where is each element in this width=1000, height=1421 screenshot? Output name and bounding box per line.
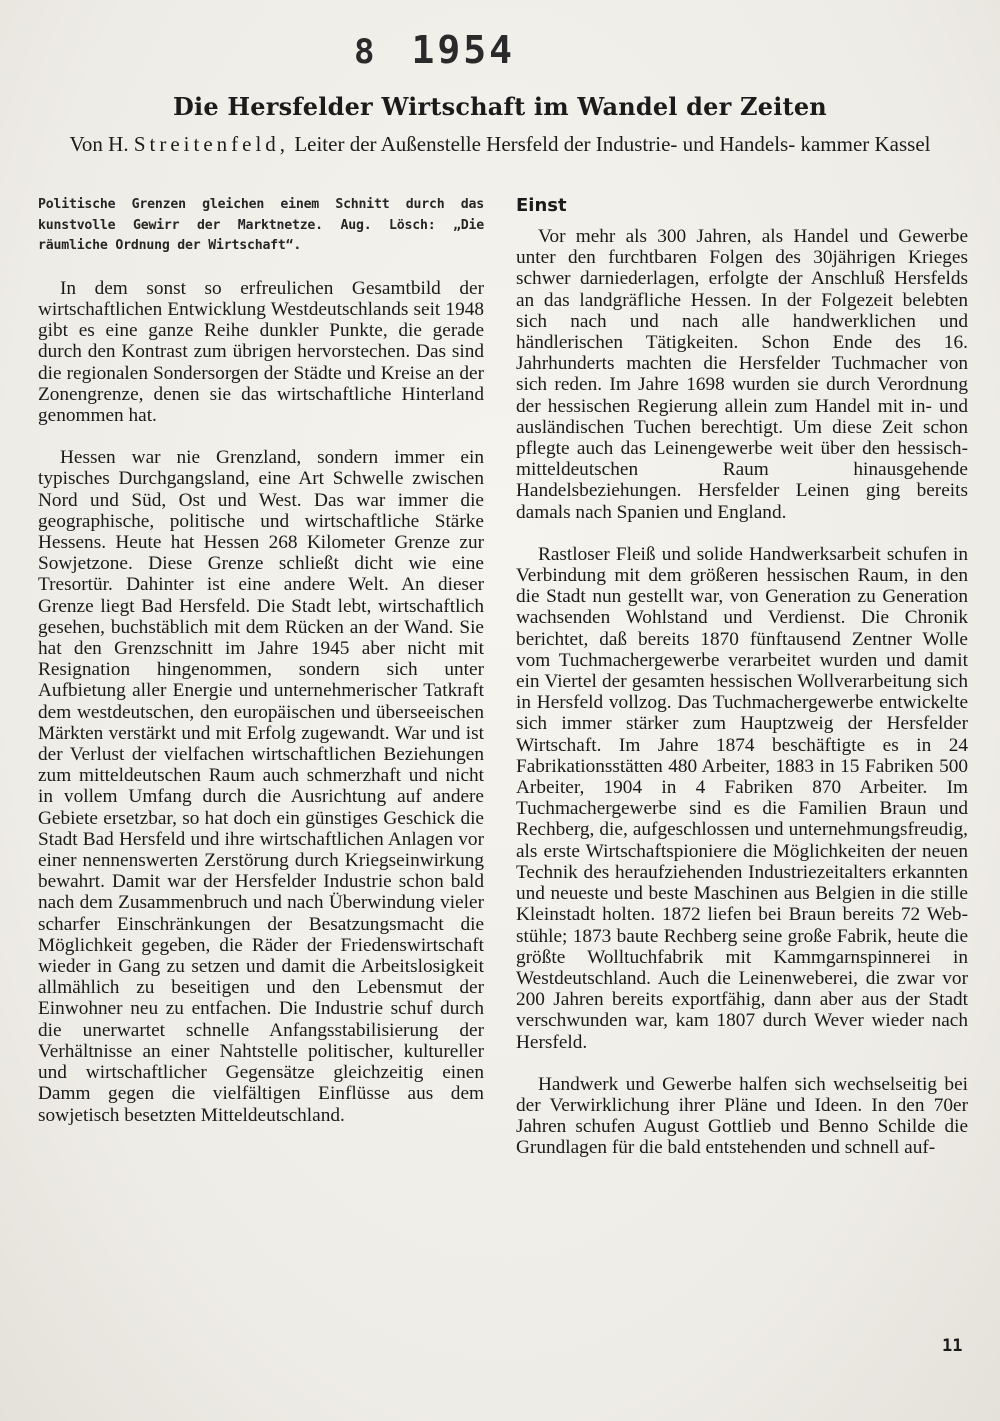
byline-prefix: Von H. — [69, 132, 129, 156]
page-number: 11 — [942, 1336, 963, 1356]
article-title: Die Hersfelder Wirtschaft im Wandel der Zeiten — [173, 92, 827, 121]
stamp-number: 8 — [354, 32, 378, 72]
left-paragraph-1: In dem sonst so erfreulichen Gesamtbild der wirtschaftlichen Entwicklung Westdeutschlands seit 1948 gibt es eine ganze Reihe dunkler Punkte, die gerade durch den Kontrast zum übrigen hervorstechen. Das sind die regionalen Sondersorgen der Städte und Kreise an der Zonengrenze, denen sie das wirtschaftliche Hinterland genommen hat. — [38, 277, 484, 426]
byline-affiliation: Leiter der Außenstelle Hersfeld der Industrie- und Handels- kammer Kassel — [294, 132, 931, 156]
byline-author: Streitenfeld, — [133, 132, 290, 156]
right-paragraph-3: Handwerk und Gewerbe halfen sich wechselseitig bei der Verwirklichung ihrer Pläne und Ideen. In den 70er Jahren schufen August Gottlieb und Benno Schilde die Grundlagen für die bald entstehenden und schnell auf- — [516, 1073, 968, 1159]
section-heading-einst: Einst — [516, 195, 567, 216]
right-column — [516, 195, 968, 1180]
right-paragraph-1: Vor mehr als 300 Jahren, als Handel und Gewerbe unter den furchtbaren Folgen des 30jährigen Krieges schwer darniederlagen, erfolgte der Anschluß Hersfelds an das landgräfliche Hessen. In der Folgezeit belebten sich nach und nach alle handwerklichen und händlerischen Tätigkeiten. Schon Ende des 16. Jahrhunderts machten die Hersfelder Tuchmacher von sich reden. Im Jahre 1698 wurden sie durch Verordnung der hessischen Regierung allein zum Handel mit in- und ausländischen Tuchen berechtigt. Um diese Zeit schon pflegte auch das Leinengewerbe weit über den hessisch-mitteldeutschen Raum hinausgehende Handelsbeziehungen. Hersfelder Leinen ging bereits damals nach Spanien und England. — [516, 226, 968, 523]
right-paragraph-2: Rastloser Fleiß und solide Handwerksarbeit schufen in Verbindung mit dem größeren hessischen Raum, in den die Stadt nun gestellt war, von Generation zu Generation wachsenden Wohlstand und Verdienst. Die Chronik berichtet, daß bereits 1870 fünftausend Zentner Wolle vom Tuchmachergewerbe verarbeitet wurden und damit ein Viertel der gesamten hessischen Wollverarbeitung sich in Hersfeld vollzog. Das Tuchmachergewerbe entwickelte sich immer stärker zum Hauptzweig der Hersfelder Wirtschaft. Im Jahre 1874 beschäftigte es in 24 Fabrikationsstätten 480 Arbeiter, 1883 in 15 Fabriken 500 Arbeiter, 1904 in 4 Fabriken 870 Arbeiter. Im Tuchmachergewerbe sind es die Familien Braun und Rechberg, die, aufgeschlossen und unternehmungsfreudig, als erste Wirtschaftspioniere die Möglichkeiten der neuen Technik des heraufziehenden Industriezeitalters erkannten und neueste und beste Maschinen aus Belgien in die stille Kleinstadt holten. 1872 liefen bei Braun bereits 72 Webstühle; 1873 baute Rechberg seine große Fabrik, heute die größte Wolltuchfabrik mit Kammgarnspinnerei in Westdeutschland. Auch die Leinenweberei, die zwar vor 200 Jahren bereits exportfähig, dann aber aus der Stadt verschwunden war, kam 1807 durch Wever wieder nach Hersfeld. — [516, 543, 968, 1053]
byline — [40, 132, 960, 156]
left-paragraph-2: Hessen war nie Grenzland, sondern immer ein typisches Durchgangsland, eine Art Schwelle zwischen Nord und Süd, Ost und West. Das war immer die geographische, politische und wirtschaftliche Stärke Hessens. Heute hat Hessen 268 Kilometer Grenze zur Sowjetzone. Diese Grenze schließt dicht wie eine Tresortür. Dahinter ist eine andere Welt. An dieser Grenze liegt Bad Hersfeld. Die Stadt lebt, wirtschaftlich gesehen, buchstäblich mit dem Rücken an der Wand. Sie hat den Grenzschnitt im Jahre 1945 aber nicht mit Resignation hingenommen, sondern sich unter Aufbietung aller Energie und unternehmerischer Tatkraft dem westdeutschen, den europäischen und überseeischen Märkten verstärkt und mit Erfolg zugewandt. War und ist der Verlust der vielfachen wirtschaftlichen Beziehungen zum mitteldeutschen Raum auch schmerzhaft und nicht in vollem Umfang durch die Ausrichtung auf andere Gebiete ersetzbar, so hat doch ein günstiges Geschick die Stadt Bad Hersfeld und ihre wirtschaftlichen Anlagen vor einer nennenswerten Zerstörung durch Kriegseinwirkung bewahrt. Damit war der Hersfelder Industrie schon bald nach dem Zusammenbruch und nach Überwindung vieler scharfer Einschränkungen der Besatzungsmacht die Möglichkeit gegeben, die Räder der Friedenswirtschaft wieder in Gang zu setzen und damit die Arbeitslosigkeit allmählich zu beseitigen und den Lebensmut der Einwohner neu zu entfachen. Die Industrie schuf durch die unerwartet schnelle Anfangsstabilisierung der Verhältnisse an einer Nahtstelle politischer, kultureller und wirtschaftlicher Gegensätze gleichzeitig einen Damm gegen die vielfältigen Einflüsse aus dem sowjetisch besetzten Mitteldeutschland. — [38, 447, 484, 1126]
stamp-year: 1954 — [411, 28, 515, 72]
motto-quote: Politische Grenzen gleichen einem Schnitt durch das kunstvolle Gewirr der Marktnetze. Aug. Lösch: „Die räumliche Ordnung der Wirtschaft“. — [38, 197, 484, 254]
archive-stamp — [354, 28, 515, 72]
left-column — [38, 195, 484, 1147]
